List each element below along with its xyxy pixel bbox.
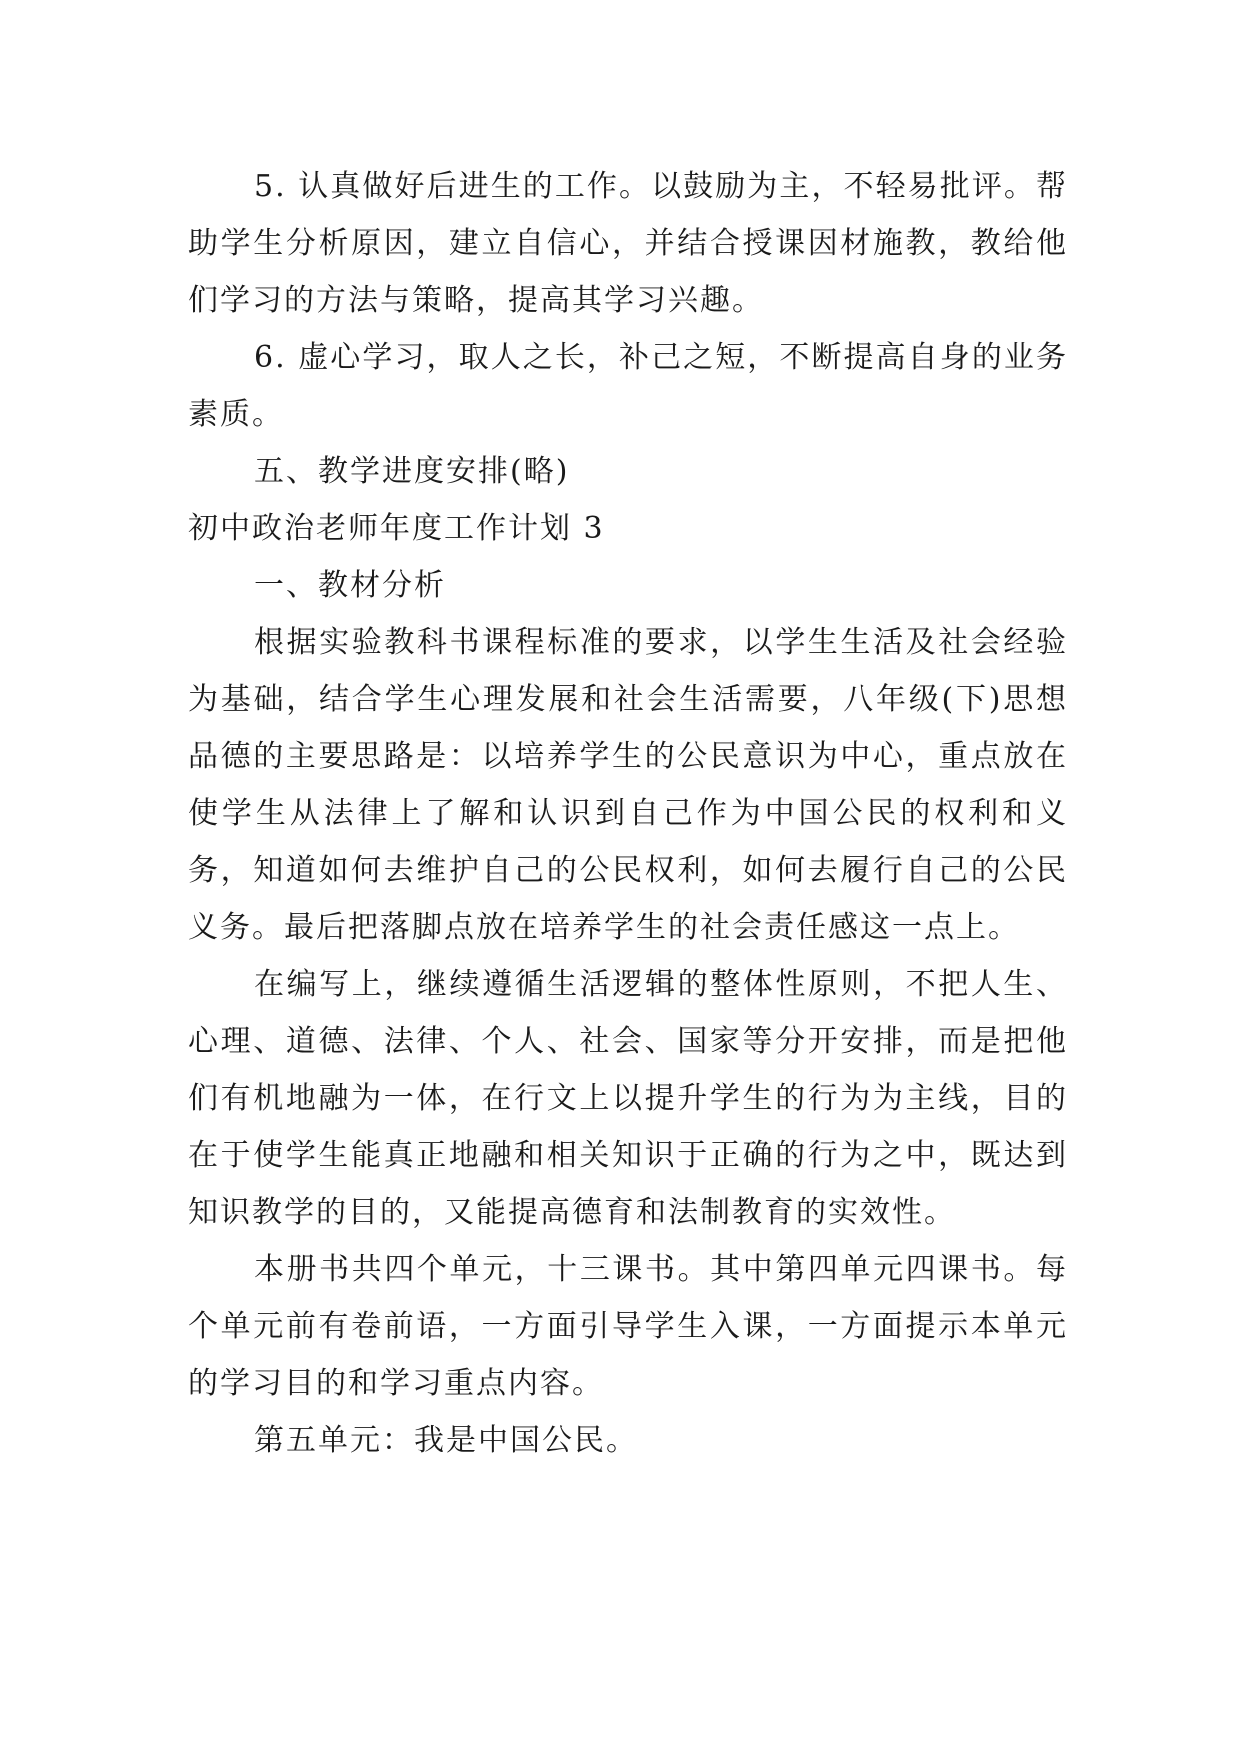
paragraph-item-6: 6. 虚心学习，取人之长，补己之短，不断提高自身的业务素质。	[188, 340, 1068, 432]
paragraph-main-idea: 根据实验教科书课程标准的要求，以学生生活及社会经验为基础，结合学生心理发展和社会生活需要，八年级(下)思想品德的主要思路是：以培养学生的公民意识为中心，重点放在使学生从法律上了解和认识到自己作为中国公民的权利和义务，知道如何去维护自己的公民权利，如何去履行自己的公民义务。最后把落脚点放在培养学生的社会责任感这一点上。	[188, 625, 1068, 945]
paragraph-writing-principle: 在编写上，继续遵循生活逻辑的整体性原则，不把人生、心理、道德、法律、个人、社会、国家等分开安排，而是把他们有机地融为一体，在行文上以提升学生的行为为主线，目的在于使学生能真正地融和相关知识于正确的行为之中，既达到知识教学的目的，又能提高德育和法制教育的实效性。	[188, 967, 1068, 1230]
unit-heading-five: 第五单元：我是中国公民。	[254, 1423, 638, 1458]
section-heading-schedule: 五、教学进度安排(略)	[254, 454, 570, 489]
document-title: 初中政治老师年度工作计划 3	[188, 511, 605, 546]
section-heading-textbook-analysis: 一、教材分析	[254, 568, 446, 603]
document-body	[188, 158, 1068, 1469]
paragraph-item-5: 5. 认真做好后进生的工作。以鼓励为主，不轻易批评。帮助学生分析原因，建立自信心，并结合授课因材施教，教给他们学习的方法与策略，提高其学习兴趣。	[188, 169, 1068, 318]
paragraph-book-structure: 本册书共四个单元，十三课书。其中第四单元四课书。每个单元前有卷前语，一方面引导学生入课，一方面提示本单元的学习目的和学习重点内容。	[188, 1252, 1068, 1401]
